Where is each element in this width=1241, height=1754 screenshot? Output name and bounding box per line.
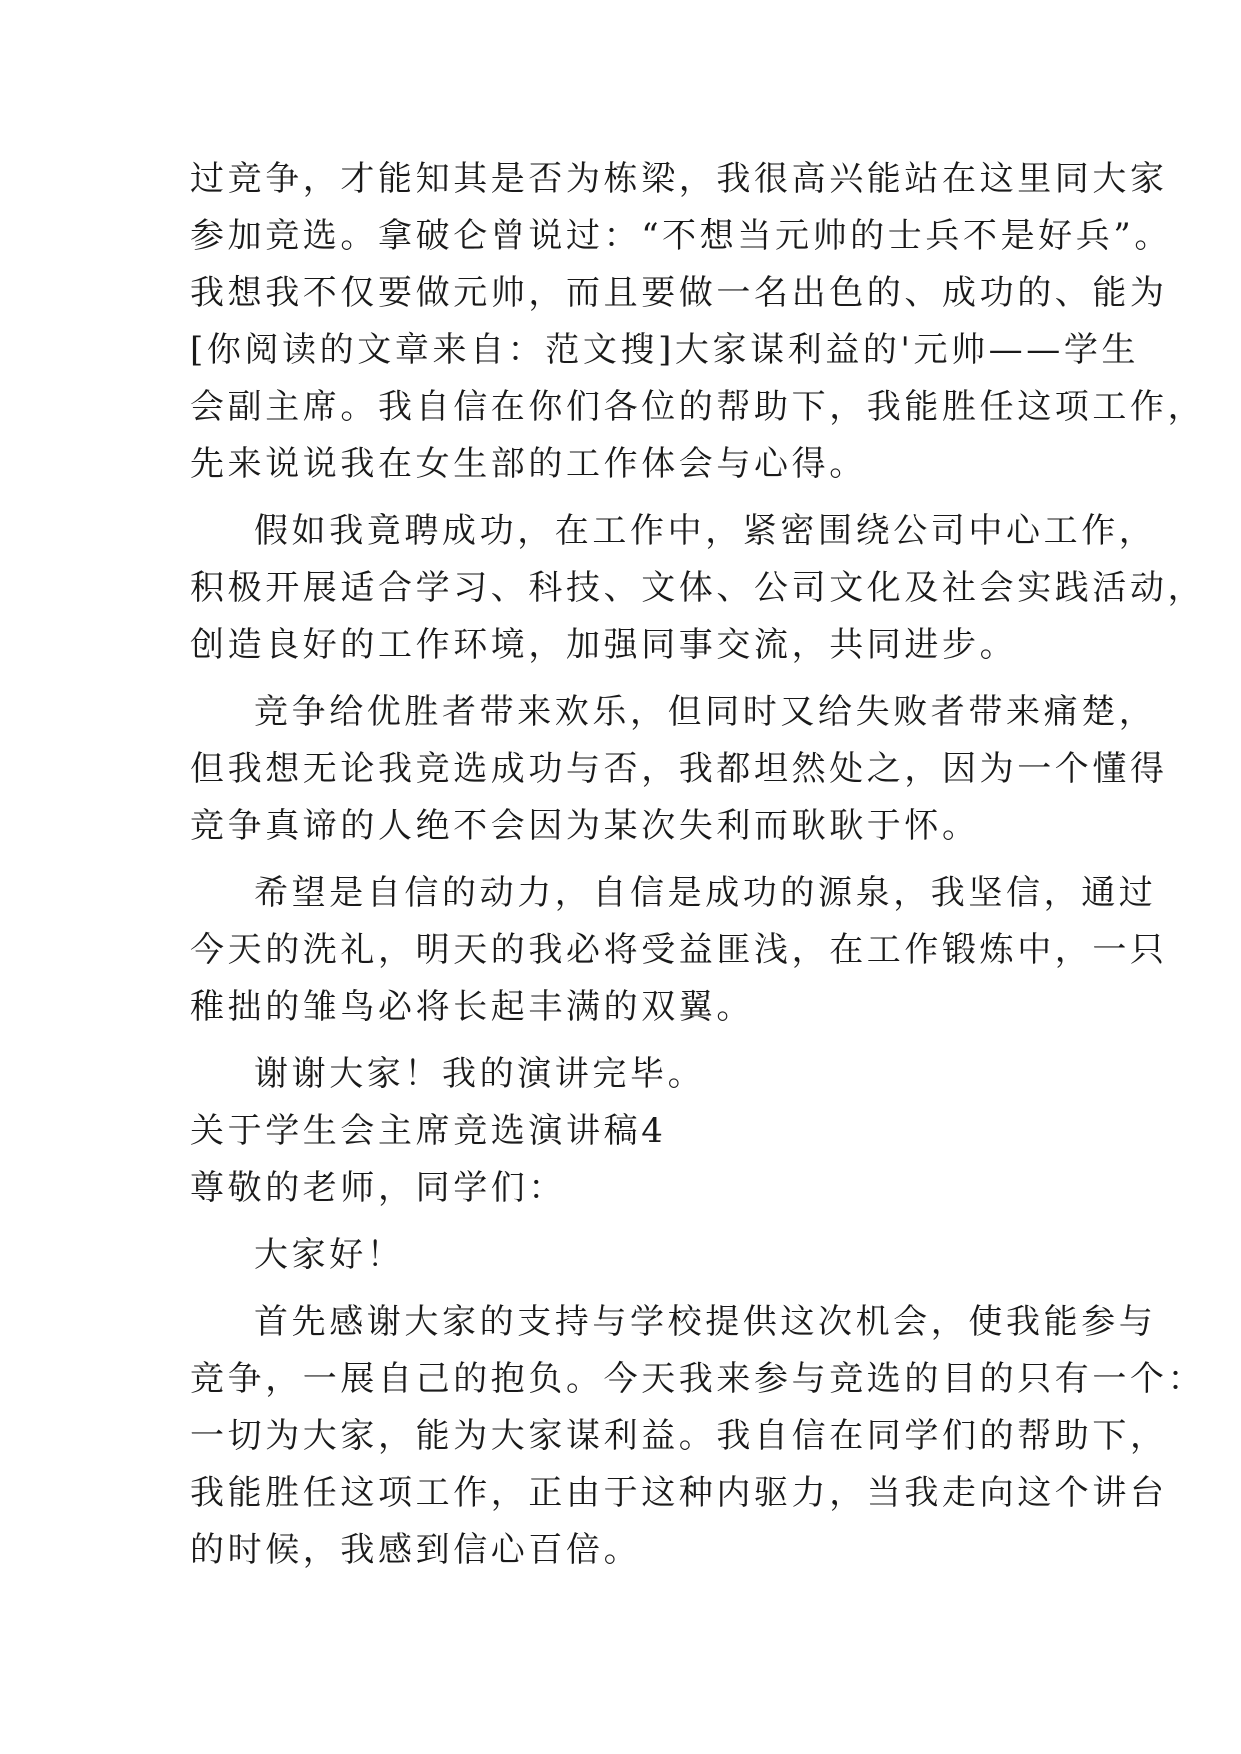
body-text-line: 竞争，一展自己的抱负。今天我来参与竞选的目的只有一个： — [190, 1359, 1206, 1399]
salutation: 尊敬的老师，同学们： — [190, 1168, 566, 1208]
body-text-line: 先来说说我在女生部的工作体会与心得。 — [190, 444, 867, 484]
closing-line: 谢谢大家！我的演讲完毕。 — [254, 1054, 706, 1094]
body-text-line: 一切为大家，能为大家谋利益。我自信在同学们的帮助下， — [190, 1416, 1168, 1456]
body-text-line: 我能胜任这项工作，正由于这种内驱力，当我走向这个讲台 — [190, 1473, 1168, 1513]
body-text-line: 竞争真谛的人绝不会因为某次失利而耿耿于怀。 — [190, 806, 980, 846]
body-text-line: 创造良好的工作环境，加强同事交流，共同进步。 — [190, 625, 1018, 665]
body-text-line: 参加竞选。拿破仑曾说过：“不想当元帅的士兵不是好兵”。 — [190, 216, 1172, 256]
body-text-line: [你阅读的文章来自：范文搜]大家谋利益的'元帅——学生 — [190, 330, 1140, 370]
section-title: 关于学生会主席竞选演讲稿4 — [190, 1111, 667, 1151]
body-text-line: 的时候，我感到信心百倍。 — [190, 1530, 642, 1570]
paragraph-first-line: 竞争给优胜者带来欢乐，但同时又给失败者带来痛楚， — [254, 692, 1157, 732]
body-text-line: 会副主席。我自信在你们各位的帮助下，我能胜任这项工作， — [190, 387, 1206, 427]
body-text-line: 过竞争，才能知其是否为栋梁，我很高兴能站在这里同大家 — [190, 159, 1168, 199]
paragraph-first-line: 希望是自信的动力，自信是成功的源泉，我坚信，通过 — [254, 873, 1157, 913]
body-text-line: 今天的洗礼，明天的我必将受益匪浅，在工作锻炼中，一只 — [190, 930, 1168, 970]
paragraph-first-line: 假如我竟聘成功，在工作中，紧密围绕公司中心工作， — [254, 511, 1157, 551]
body-text-line: 积极开展适合学习、科技、文体、公司文化及社会实践活动， — [190, 568, 1206, 608]
body-text-line: 但我想无论我竞选成功与否，我都坦然处之，因为一个懂得 — [190, 749, 1168, 789]
paragraph-first-line: 首先感谢大家的支持与学校提供这次机会，使我能参与 — [254, 1302, 1157, 1342]
body-text-line: 我想我不仅要做元帅，而且要做一名出色的、成功的、能为 — [190, 273, 1168, 313]
body-text-line: 稚拙的雏鸟必将长起丰满的双翼。 — [190, 987, 754, 1027]
greeting: 大家好！ — [254, 1235, 405, 1275]
